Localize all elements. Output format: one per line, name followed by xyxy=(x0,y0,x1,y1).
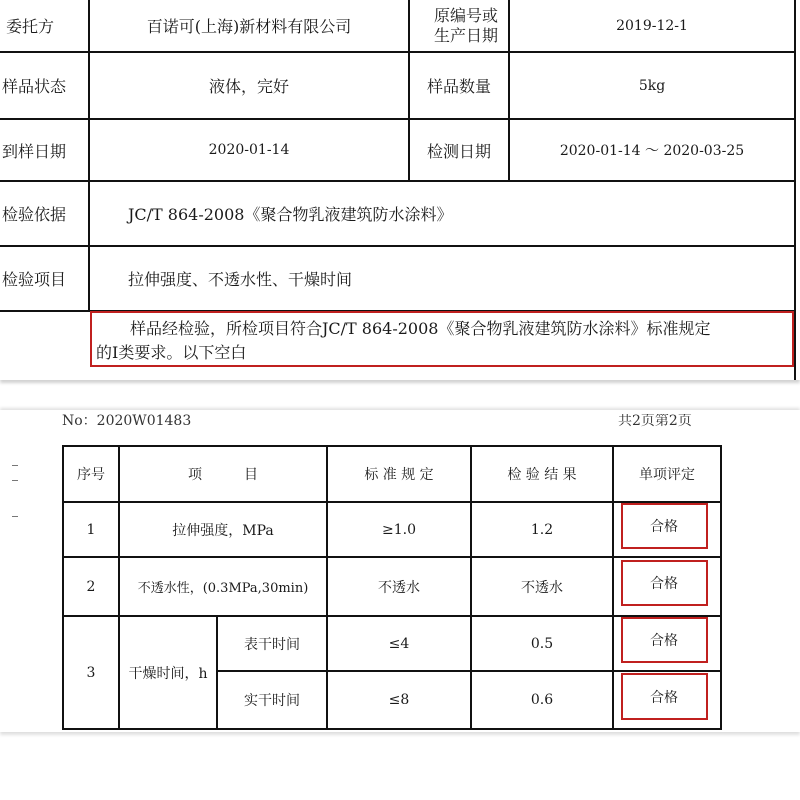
top-form-panel xyxy=(0,0,800,380)
hard-dry-standard: ≤8 xyxy=(388,692,410,708)
client-label: 委托方 xyxy=(6,17,55,36)
header-item: 项 目 xyxy=(188,467,258,483)
page-info: 共2页第2页 xyxy=(618,414,692,429)
row2-seq: 2 xyxy=(86,578,96,595)
header-seq: 序号 xyxy=(77,467,105,483)
orig-no-value: 2019-12-1 xyxy=(616,17,688,34)
row1-result: 1.2 xyxy=(530,521,554,538)
row2-item: 不透水性，(0.3MPa,30min) xyxy=(137,581,309,596)
row2-result: 不透水 xyxy=(521,579,563,596)
row3-item: 干燥时间，h xyxy=(128,665,208,682)
basis-label: 检验依据 xyxy=(2,205,67,224)
sample-qty-label: 样品数量 xyxy=(426,77,491,96)
hard-dry-verdict: 合格 xyxy=(650,689,678,706)
margin-mark xyxy=(12,465,18,466)
test-date-label: 检测日期 xyxy=(426,141,491,161)
test-items-value: 拉伸强度、不透水性、干燥时间 xyxy=(128,270,353,289)
row3-seq: 3 xyxy=(86,664,96,681)
orig-no-label xyxy=(425,0,507,51)
row1-verdict: 合格 xyxy=(650,519,678,535)
header-verdict: 单项评定 xyxy=(639,467,695,483)
surface-dry-result: 0.5 xyxy=(530,635,554,652)
test-date-value: 2020-01-14 ～ 2020-03-25 xyxy=(559,143,745,159)
header-result: 检 验 结 果 xyxy=(507,467,577,483)
client-value: 百诺可(上海)新材料有限公司 xyxy=(146,17,352,36)
arrival-date-value: 2020-01-14 xyxy=(208,142,290,158)
row1-seq: 1 xyxy=(86,521,96,538)
conclusion-line-2: 的I类要求。以下空白 xyxy=(96,343,247,362)
header-standard: 标 准 规 定 xyxy=(364,467,434,483)
orig-no-label-text: 原编号或 生产日期 xyxy=(433,5,498,45)
test-items-label: 检验项目 xyxy=(2,270,67,289)
sample-qty-value: 5kg xyxy=(638,77,666,94)
conclusion-line-1: 样品经检验，所检项目符合JC/T 864-2008《聚合物乳液建筑防水涂料》标准规定 xyxy=(130,319,711,338)
report-number: No：2020W01483 xyxy=(62,414,192,429)
sample-state-label: 样品状态 xyxy=(2,77,67,96)
row2-verdict: 合格 xyxy=(650,576,678,592)
surface-dry-name: 表干时间 xyxy=(244,636,300,653)
row2-standard: 不透水 xyxy=(378,579,420,596)
margin-mark xyxy=(12,480,18,481)
bottom-table-panel xyxy=(0,410,800,732)
basis-value: JC/T 864-2008《聚合物乳液建筑防水涂料》 xyxy=(128,205,453,224)
arrival-date-label: 到样日期 xyxy=(2,141,67,161)
hard-dry-result: 0.6 xyxy=(530,692,554,708)
margin-mark xyxy=(12,516,18,517)
surface-dry-standard: ≤4 xyxy=(388,635,410,652)
sample-state-value: 液体，完好 xyxy=(208,77,289,96)
hard-dry-name: 实干时间 xyxy=(244,693,300,709)
row1-item: 拉伸强度，MPa xyxy=(172,522,274,539)
row1-standard: ≥1.0 xyxy=(382,521,416,538)
surface-dry-verdict: 合格 xyxy=(650,633,678,649)
